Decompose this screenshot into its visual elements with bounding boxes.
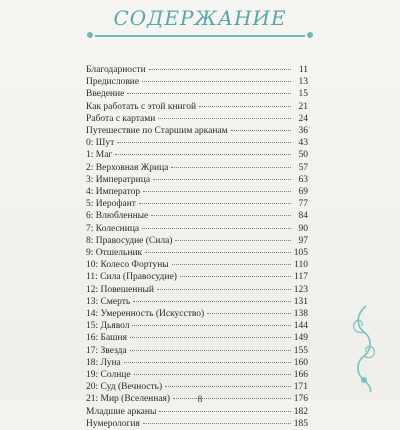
toc-entry <box>86 345 308 357</box>
toc-entry <box>86 381 308 393</box>
dot-leader <box>157 289 291 290</box>
toc-entry-title: 20: Суд (Вечность) <box>86 382 163 393</box>
dot-leader <box>132 325 290 326</box>
page-header <box>0 6 400 37</box>
toc-entry <box>86 162 308 174</box>
toc-entry-title: Работа с картами <box>86 113 156 124</box>
toc-entry-page: 166 <box>293 370 308 381</box>
toc-entry-title: 9: Отшельник <box>86 248 143 259</box>
toc-entry-title: 5: Иерофант <box>86 199 136 210</box>
toc-entry-title: 0: Шут <box>86 138 115 149</box>
toc-entry-page: 77 <box>298 199 308 210</box>
toc-entry-title: 4: Император <box>86 187 141 198</box>
dot-leader <box>159 411 290 412</box>
toc-entry-page: 21 <box>298 101 308 112</box>
dot-leader <box>153 179 291 180</box>
toc-entry <box>86 418 308 430</box>
toc-entry-title: 21: Мир (Вселенная) <box>86 394 171 405</box>
dot-leader <box>172 264 291 265</box>
toc-entry-page: 155 <box>293 345 308 356</box>
toc-entry-page: 105 <box>293 248 308 259</box>
toc-entry-title: 17: Звезда <box>86 345 127 356</box>
toc-entry-page: 84 <box>298 211 308 222</box>
dot-leader <box>180 276 291 277</box>
toc-entry <box>86 174 308 186</box>
dot-leader <box>127 93 291 94</box>
toc-entry <box>86 76 308 88</box>
toc-entry-page: 43 <box>298 138 308 149</box>
toc-entry <box>86 64 308 76</box>
toc-entry-title: 1: Маг <box>86 150 113 161</box>
dot-leader <box>199 106 291 107</box>
toc-entry-page: 149 <box>293 333 308 344</box>
toc-entry <box>86 320 308 332</box>
toc-entry-title: 2: Верховная Жрица <box>86 162 169 173</box>
toc-entry-page: 144 <box>293 321 308 332</box>
dot-leader <box>139 203 291 204</box>
toc-entry <box>86 149 308 161</box>
toc-entry-title: Предисловие <box>86 77 140 88</box>
toc-entry <box>86 406 308 418</box>
toc-entry-page: 15 <box>298 89 308 100</box>
toc-entry <box>86 186 308 198</box>
toc-entry-title: Нумерология <box>86 418 140 429</box>
toc-entry-page: 185 <box>293 418 308 429</box>
toc-entry <box>86 271 308 283</box>
toc-entry-page: 36 <box>298 126 308 137</box>
dot-leader <box>130 337 291 338</box>
toc-entry <box>86 357 308 369</box>
toc-entry-title: Младшие арканы <box>86 406 157 417</box>
page-title: СОДЕРЖАНИЕ <box>113 6 287 30</box>
dot-leader <box>175 240 291 241</box>
toc-entry-title: Введение <box>86 89 125 100</box>
title-divider <box>95 35 305 37</box>
toc-entry <box>86 235 308 247</box>
toc-entry <box>86 259 308 271</box>
dot-leader <box>124 362 291 363</box>
toc-entry-title: 6: Влюбленные <box>86 211 149 222</box>
toc-entry-page: 171 <box>293 382 308 393</box>
dot-leader <box>117 142 291 143</box>
toc-entry <box>86 88 308 100</box>
toc-entry <box>86 308 308 320</box>
toc-entry-page: 117 <box>294 272 308 283</box>
toc-entry-page: 13 <box>298 77 308 88</box>
toc-entry-page: 176 <box>293 394 308 405</box>
toc-entry-page: 138 <box>293 309 308 320</box>
toc-entry <box>86 296 308 308</box>
toc-entry-page: 63 <box>298 174 308 185</box>
toc-entry-page: 131 <box>293 296 308 307</box>
toc-entry-title: 18: Луна <box>86 357 121 368</box>
table-of-contents <box>86 64 308 430</box>
toc-entry-title: 12: Повешенный <box>86 284 154 295</box>
dot-leader <box>143 191 291 192</box>
dot-leader <box>145 252 291 253</box>
toc-entry-page: 90 <box>298 223 308 234</box>
dot-leader <box>165 386 291 387</box>
toc-entry-page: 182 <box>293 406 308 417</box>
toc-entry-title: 3: Императрица <box>86 174 151 185</box>
toc-entry <box>86 198 308 210</box>
dot-leader <box>151 215 291 216</box>
dot-leader <box>130 350 291 351</box>
dot-leader <box>142 81 291 82</box>
page-number: 8 <box>197 394 203 404</box>
toc-entry <box>86 223 308 235</box>
toc-entry-title: 13: Смерть <box>86 296 131 307</box>
toc-entry <box>86 101 308 113</box>
toc-entry-page: 69 <box>298 187 308 198</box>
toc-entry-page: 97 <box>298 235 308 246</box>
toc-entry <box>86 284 308 296</box>
toc-entry <box>86 369 308 381</box>
toc-entry-title: 15: Дьявол <box>86 321 130 332</box>
toc-entry-page: 50 <box>298 150 308 161</box>
toc-entry-page: 24 <box>298 113 308 124</box>
toc-entry <box>86 210 308 222</box>
toc-entry-title: 14: Умеренность (Искусство) <box>86 309 205 320</box>
toc-entry-page: 11 <box>298 65 308 75</box>
decorative-swirl-icon <box>338 304 380 394</box>
toc-entry-page: 110 <box>294 260 308 271</box>
dot-leader <box>142 228 291 229</box>
toc-entry-title: 19: Солнце <box>86 370 131 381</box>
toc-entry-title: Путешествие по Старшим арканам <box>86 126 228 137</box>
toc-entry-title: 10: Колесо Фортуны <box>86 260 169 271</box>
dot-leader <box>143 423 291 424</box>
toc-entry-title: 11: Сила (Правосудие) <box>86 272 177 283</box>
toc-entry <box>86 113 308 125</box>
toc-entry-title: Как работать с этой книгой <box>86 101 197 112</box>
toc-entry-page: 57 <box>298 162 308 173</box>
toc-entry <box>86 125 308 137</box>
toc-entry-title: 7: Колесница <box>86 223 140 234</box>
dot-leader <box>149 69 291 70</box>
dot-leader <box>231 130 291 131</box>
dot-leader <box>133 301 291 302</box>
toc-entry-title: 16: Башня <box>86 333 127 344</box>
toc-entry <box>86 247 308 259</box>
toc-entry <box>86 332 308 344</box>
dot-leader <box>134 374 291 375</box>
dot-leader <box>158 118 291 119</box>
dot-leader <box>115 154 291 155</box>
toc-entry-title: 8: Правосудие (Сила) <box>86 235 173 246</box>
dot-leader <box>171 167 291 168</box>
dot-leader <box>207 313 291 314</box>
toc-entry-title: Благодарности <box>86 65 146 75</box>
toc-entry-page: 160 <box>293 357 308 368</box>
toc-entry <box>86 137 308 149</box>
toc-entry-page: 123 <box>293 284 308 295</box>
